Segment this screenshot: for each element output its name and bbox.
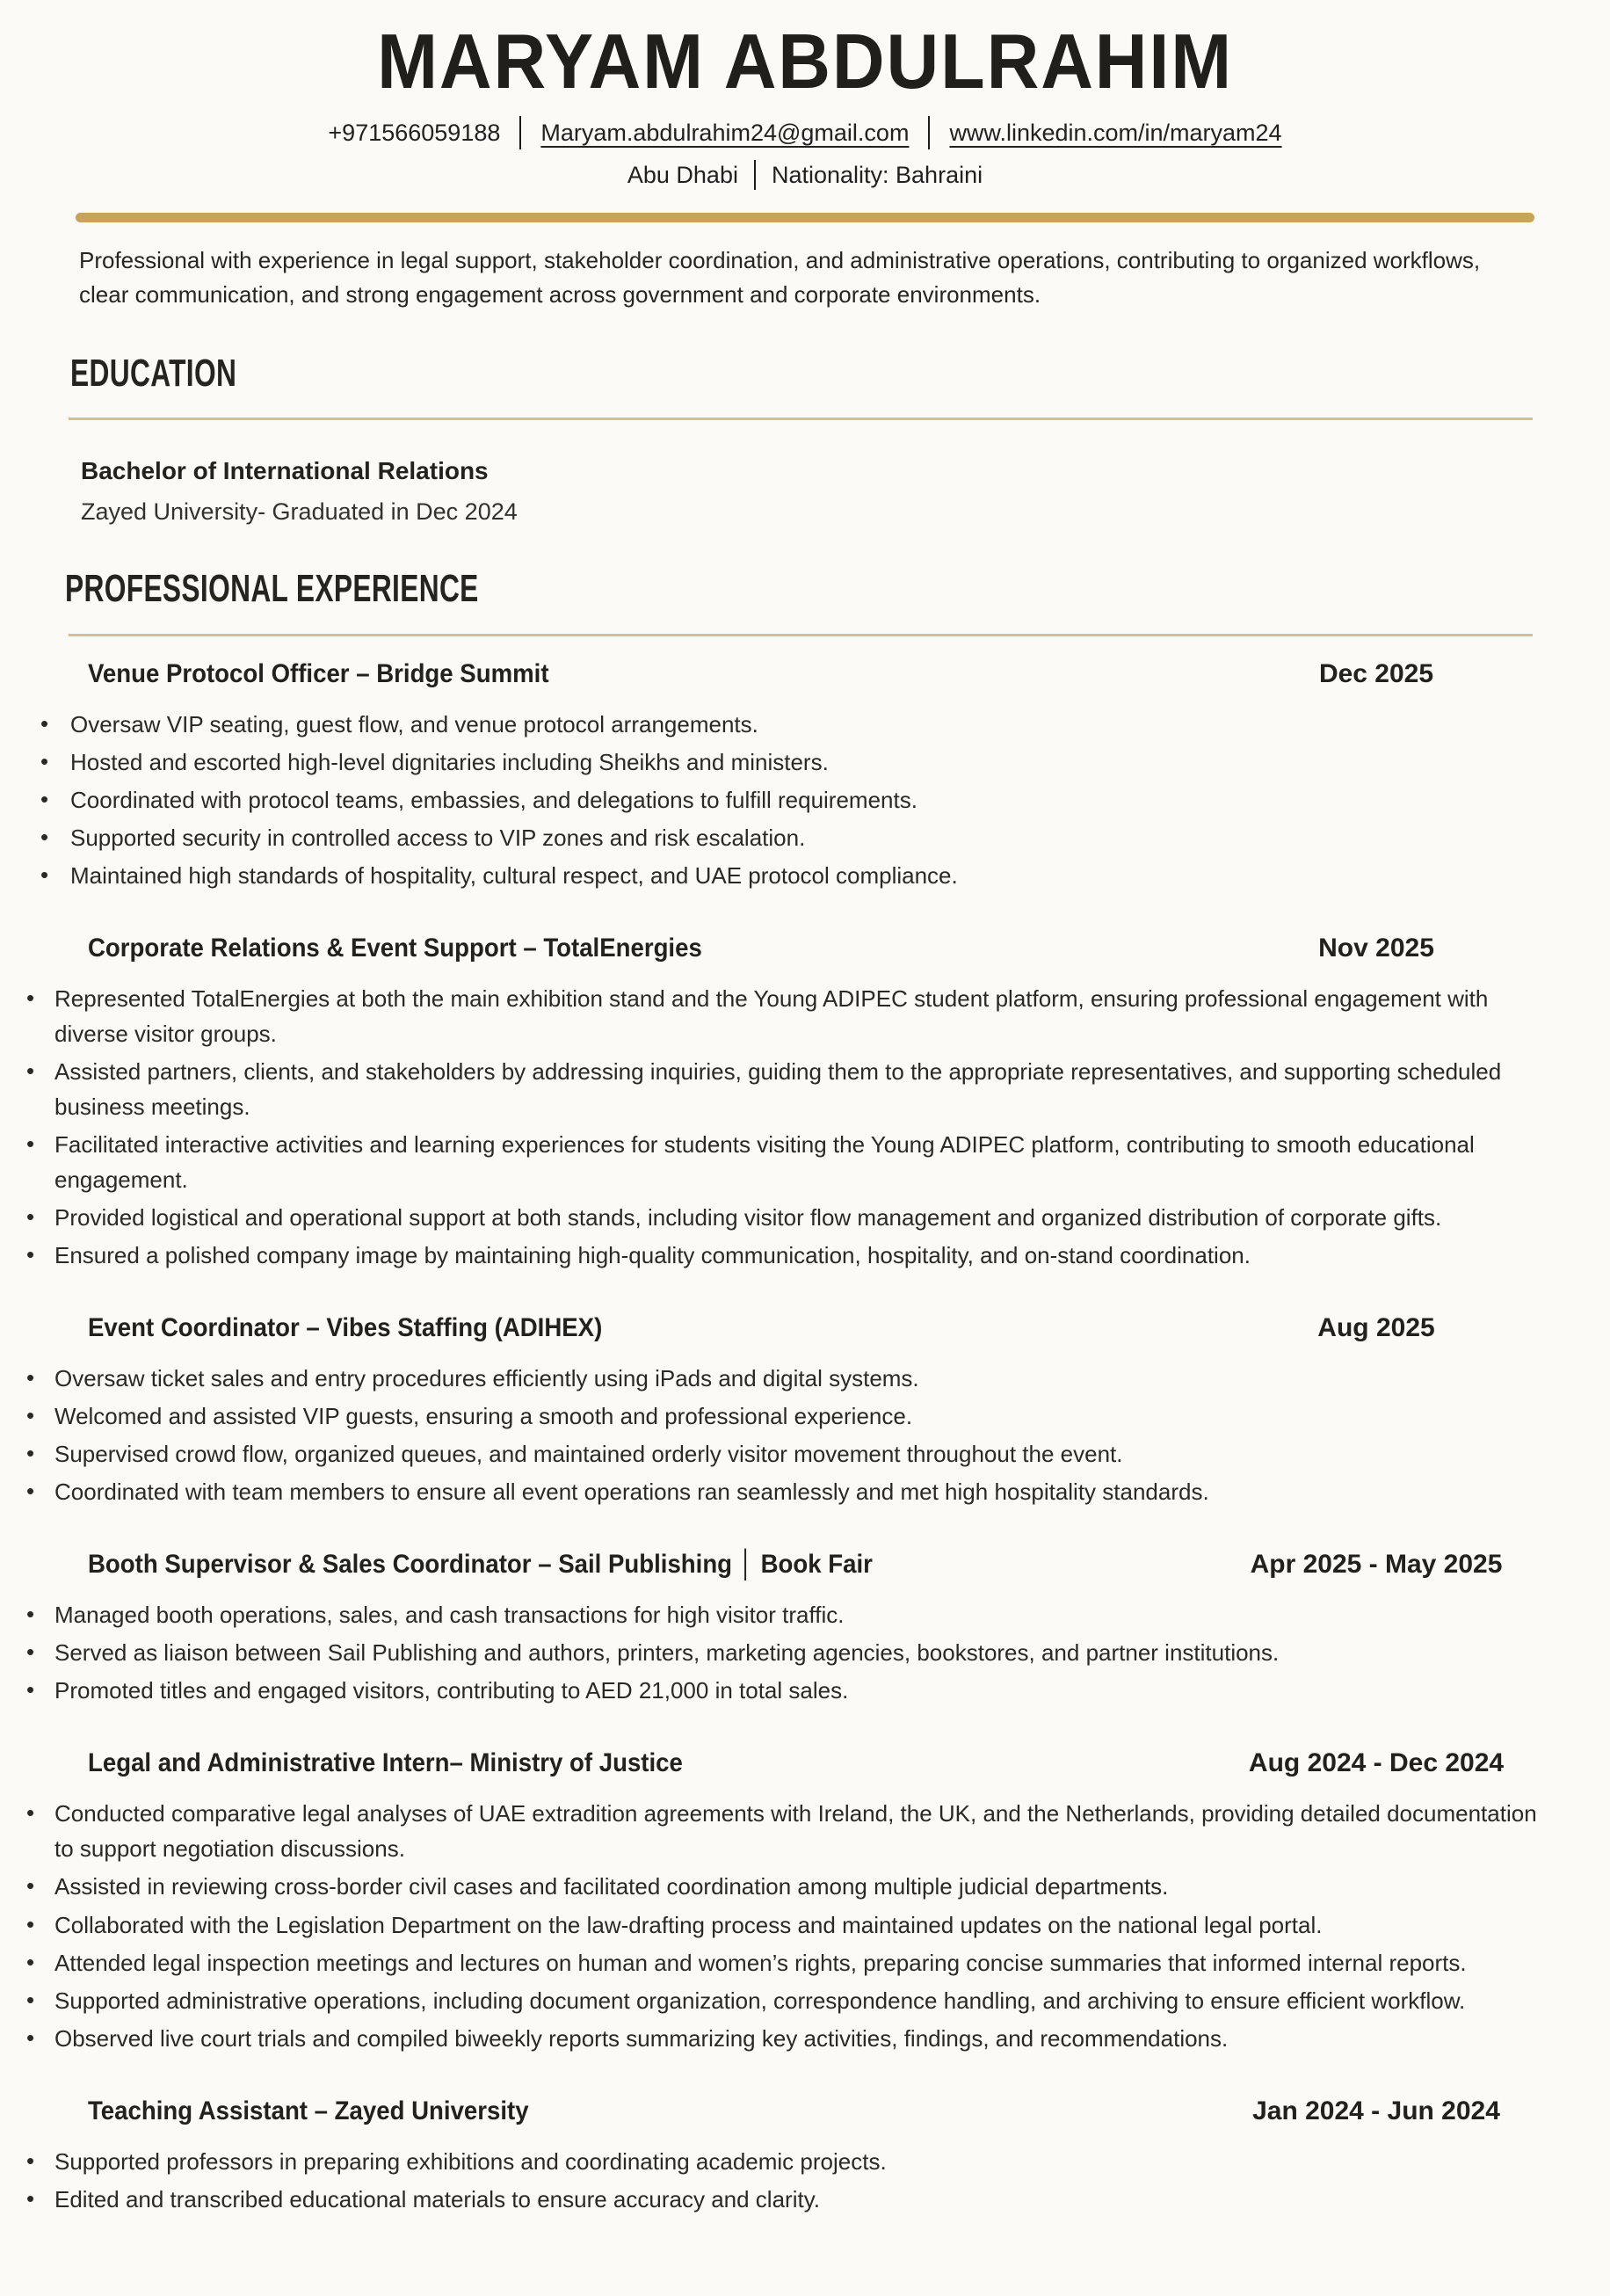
nationality-text: Nationality: Bahraini: [771, 161, 983, 188]
job-date: Apr 2025 - May 2025: [1250, 1550, 1503, 1580]
experience-entry: [0, 659, 1610, 893]
experience-entry: [0, 934, 1610, 1273]
job-date: Jan 2024 - Jun 2024: [1252, 2096, 1500, 2125]
gold-rule: [69, 418, 1533, 420]
bullet-item: • Promoted titles and engaged visitors, contributing to AED 21,000 in total sales.: [54, 1673, 1538, 1708]
experience-entry: [0, 2096, 1610, 2217]
job-bullet-list: [0, 1361, 1538, 1509]
separator-bar: [928, 116, 930, 149]
experience-heading-text: PROFESSIONAL EXPERIENCE: [65, 567, 479, 611]
bullet-item: • Edited and transcribed educational materials to ensure accuracy and clarity.: [54, 2182, 1538, 2217]
bullet-item: • Supported security in controlled access to VIP zones and risk escalation.: [70, 820, 1538, 855]
bullet-item: • Supervised crowd flow, organized queues, and maintained orderly visitor movement throughout the event.: [54, 1436, 1538, 1471]
bullet-item: • Supported professors in preparing exhibitions and coordinating academic projects.: [54, 2144, 1538, 2179]
bullet-item: • Ensured a polished company image by maintaining high-quality communication, hospitality, and on-stand coordination.: [54, 1238, 1538, 1273]
gold-divider-bar: [76, 213, 1534, 222]
separator-bar: [754, 160, 756, 190]
bullet-item: • Served as liaison between Sail Publishing and authors, printers, marketing agencies, bookstores, and partner institutions.: [54, 1635, 1538, 1670]
job-bullet-list: [0, 707, 1538, 893]
linkedin-link[interactable]: www.linkedin.com/in/maryam24: [949, 119, 1282, 146]
resume-header: [0, 0, 1610, 190]
candidate-name: MARYAM ABDULRAHIM: [376, 18, 1233, 105]
phone-number: +971566059188: [328, 119, 501, 146]
job-bullet-list: [0, 1597, 1538, 1708]
experience-entry: [0, 1550, 1610, 1708]
bullet-item: • Coordinated with team members to ensure all event operations ran seamlessly and met high hospitality standards.: [54, 1474, 1538, 1509]
bullet-item: • Welcomed and assisted VIP guests, ensuring a smooth and professional experience.: [54, 1399, 1538, 1434]
bullet-item: • Observed live court trials and compiled biweekly reports summarizing key activities, findings, and recommendations.: [54, 2021, 1538, 2056]
separator-bar: [519, 116, 521, 149]
bullet-item: • Oversaw ticket sales and entry procedures efficiently using iPads and digital systems.: [54, 1361, 1538, 1396]
job-title: Booth Supervisor & Sales Coordinator – Sail Publishing │ Book Fair: [88, 1550, 873, 1580]
job-title: Event Coordinator – Vibes Staffing (ADIHEX): [88, 1313, 603, 1343]
bullet-item: • Collaborated with the Legislation Department on the law-drafting process and maintained updates on the national legal portal.: [54, 1907, 1538, 1943]
bullet-item: • Supported administrative operations, including document organization, correspondence handling, and archiving to ensure efficient workflow.: [54, 1983, 1538, 2018]
job-header: [88, 1748, 1570, 1778]
location-text: Abu Dhabi: [627, 161, 738, 188]
bullet-item: • Provided logistical and operational support at both stands, including visitor flow management and organized distribution of corporate gifts.: [54, 1200, 1538, 1235]
experience-list: [0, 659, 1610, 2217]
job-header: [88, 1550, 1570, 1580]
job-date: Aug 2024 - Dec 2024: [1248, 1748, 1505, 1778]
experience-entry: [0, 1748, 1610, 2055]
bullet-item: • Coordinated with protocol teams, embassies, and delegations to fulfill requirements.: [70, 782, 1538, 817]
bullet-item: • Attended legal inspection meetings and lectures on human and women’s rights, preparing concise summaries that informed internal reports.: [54, 1945, 1538, 1980]
bullet-item: • Oversaw VIP seating, guest flow, and venue protocol arrangements.: [70, 707, 1538, 742]
contact-row: [0, 116, 1610, 149]
email-link[interactable]: Maryam.abdulrahim24@gmail.com: [540, 119, 910, 146]
bullet-item: • Assisted in reviewing cross-border civil cases and facilitated coordination among multiple judicial departments.: [54, 1869, 1538, 1904]
job-title: Venue Protocol Officer – Bridge Summit: [88, 658, 549, 688]
job-header: [88, 1313, 1570, 1343]
job-date: Aug 2025: [1317, 1313, 1435, 1343]
job-bullet-list: [0, 981, 1538, 1273]
section-heading-experience: [65, 568, 1610, 610]
section-heading-education: [70, 352, 1610, 395]
bullet-item: • Maintained high standards of hospitality, cultural respect, and UAE protocol compliance.: [70, 858, 1538, 893]
job-header: [88, 659, 1570, 689]
bullet-item: • Represented TotalEnergies at both the main exhibition stand and the Young ADIPEC student platform, ensuring professional engagement with diverse visitor groups.: [54, 981, 1538, 1051]
education-degree: Bachelor of International Relations: [81, 457, 489, 485]
bullet-item: • Facilitated interactive activities and learning experiences for students visiting the Young ADIPEC platform, contributing to smooth educational engagement.: [54, 1127, 1538, 1197]
job-title: Teaching Assistant – Zayed University: [88, 2096, 529, 2125]
bullet-item: • Hosted and escorted high-level dignitaries including Sheikhs and ministers.: [70, 745, 1538, 780]
job-bullet-list: [0, 2144, 1538, 2217]
job-title: Legal and Administrative Intern– Ministry of Justice: [88, 1748, 683, 1778]
gold-rule: [69, 634, 1533, 636]
job-header: [88, 934, 1570, 963]
professional-summary: Professional with experience in legal support, stakeholder coordination, and administrative operations, contributing to organized workflows, clear communication, and strong engagement across government and corporate environments.: [79, 247, 1481, 308]
education-heading-text: EDUCATION: [70, 352, 237, 395]
bullet-item: • Assisted partners, clients, and stakeholders by addressing inquiries, guiding them to the appropriate representatives, and supporting scheduled business meetings.: [54, 1054, 1538, 1124]
location-row: [0, 160, 1610, 190]
bullet-item: • Conducted comparative legal analyses of UAE extradition agreements with Ireland, the UK, and the Netherlands, providing detailed documentation to support negotiation discussions.: [54, 1796, 1538, 1866]
experience-entry: [0, 1313, 1610, 1509]
page-title: [0, 18, 1610, 105]
job-bullet-list: [0, 1796, 1538, 2055]
job-date: Dec 2025: [1318, 658, 1434, 688]
job-header: [88, 2096, 1570, 2126]
job-date: Nov 2025: [1318, 933, 1434, 963]
education-school: Zayed University- Graduated in Dec 2024: [81, 498, 518, 526]
job-title: Corporate Relations & Event Support – TotalEnergies: [88, 933, 702, 963]
bullet-item: • Managed booth operations, sales, and cash transactions for high visitor traffic.: [54, 1597, 1538, 1632]
